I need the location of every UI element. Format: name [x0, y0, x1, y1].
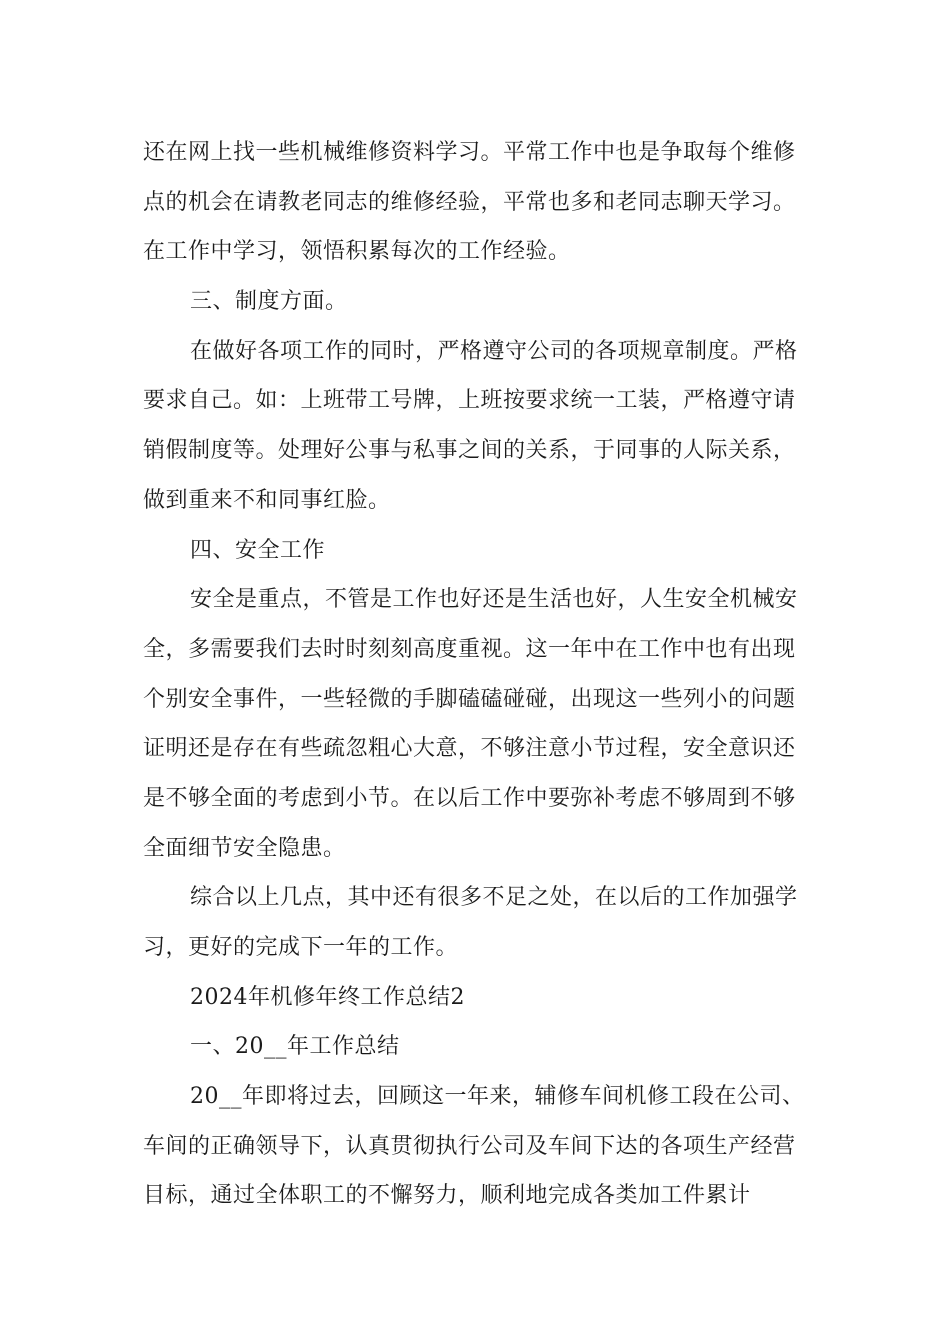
text-line: 全，多需要我们去时时刻刻高度重视。这一年中在工作中也有出现	[143, 636, 796, 662]
text-line: 点的机会在请教老同志的维修经验，平常也多和老同志聊天学习。	[143, 189, 796, 215]
text-line: 在做好各项工作的同时，严格遵守公司的各项规章制度。严格	[190, 338, 798, 364]
text-line: 销假制度等。处理好公事与私事之间的关系，于同事的人际关系，	[143, 438, 796, 464]
section-heading-safety: 四、安全工作	[190, 537, 326, 563]
text-line: 做到重来不和同事红脸。	[143, 487, 391, 513]
text-line: 个别安全事件，一些轻微的手脚磕磕碰碰，出现这一些列小的问题	[143, 686, 796, 712]
text-line: 车间的正确领导下，认真贯彻执行公司及车间下达的各项生产经营	[143, 1133, 796, 1159]
text-line: 要求自己。如：上班带工号牌，上班按要求统一工装，严格遵守请	[143, 388, 796, 414]
text-line: 安全是重点，不管是工作也好还是生活也好，人生安全机械安	[190, 587, 798, 613]
text-line: 目标，通过全体职工的不懈努力，顺利地完成各类加工件累计	[143, 1183, 751, 1209]
section-heading-system: 三、制度方面。	[190, 289, 348, 315]
text-line: 习，更好的完成下一年的工作。	[143, 935, 459, 960]
text-line: 是不够全面的考虑到小节。在以后工作中要弥补考虑不够周到不够	[143, 785, 796, 811]
document-body	[143, 128, 823, 1221]
text-line: 在工作中学习，领悟积累每次的工作经验。	[143, 239, 571, 265]
text-line: 20__年即将过去，回顾这一年来，辅修车间机修工段在公司、	[190, 1084, 805, 1110]
text-line: 全面细节安全隐患。	[143, 835, 346, 861]
document-subtitle: 2024年机修年终工作总结2	[190, 984, 465, 1010]
text-line: 还在网上找一些机械维修资料学习。平常工作中也是争取每个维修	[143, 140, 796, 165]
text-line: 综合以上几点，其中还有很多不足之处，在以后的工作加强学	[190, 885, 798, 911]
text-line: 证明还是存在有些疏忽粗心大意，不够注意小节过程，安全意识还	[143, 736, 796, 762]
section-heading-summary: 一、20__年工作总结	[190, 1034, 400, 1060]
